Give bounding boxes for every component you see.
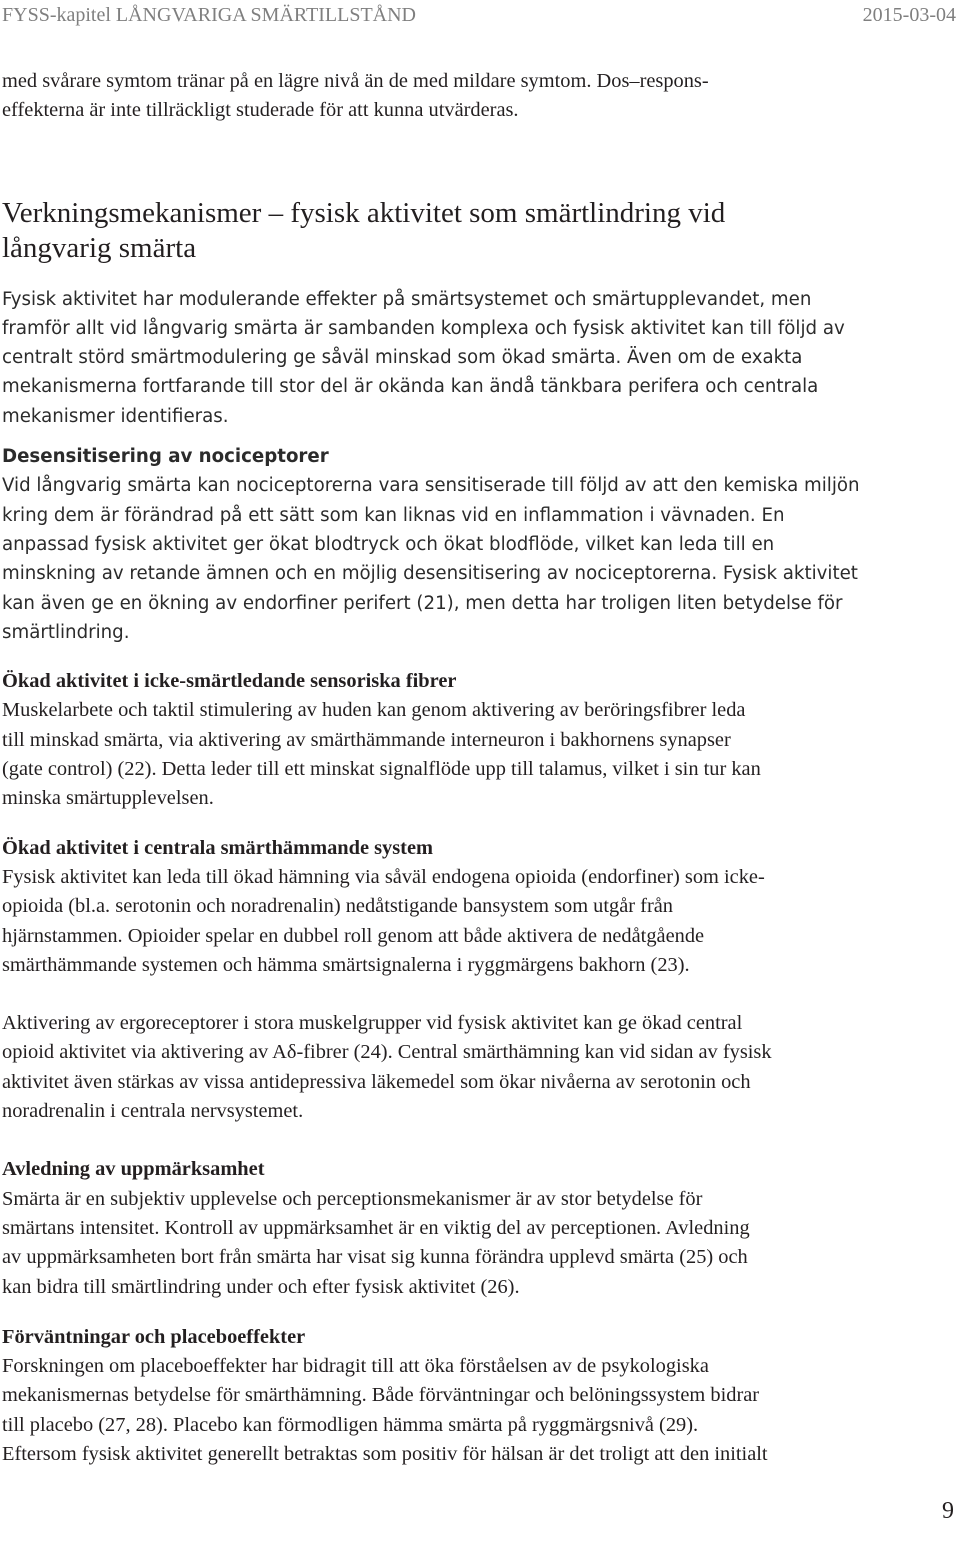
section-heading xyxy=(2,196,958,266)
paragraph-line: till minskad smärta, via aktivering av smärthämmande interneuron i bakhornens synapser xyxy=(2,728,731,751)
running-header xyxy=(0,0,960,30)
header-title: FYSS-kapitel LÅNGVARIGA SMÄRTILLSTÅND xyxy=(2,4,417,26)
paragraph-line: hjärnstammen. Opioider spelar en dubbel roll genom att både aktivera de nedåtgående xyxy=(2,924,705,947)
intro-line: med svårare symtom tränar på en lägre nivå än de med mildare symtom. Dos–respons- xyxy=(2,70,709,92)
lead-line: framför allt vid långvarig smärta är sambanden komplexa och fysisk aktivitet kan till följd av xyxy=(2,317,845,339)
paragraph-line: av uppmärksamheten bort från smärta har visat sig kunna förändra upplevd smärta (25) och xyxy=(2,1246,748,1269)
section-heading-line: långvarig smärta xyxy=(2,231,197,264)
paragraph-line: Muskelarbete och taktil stimulering av huden kan genom aktivering av beröringsfibrer leda xyxy=(2,699,746,722)
paragraph-line: smärthämmande systemen och hämma smärtsignalerna i ryggmärgens bakhorn (23). xyxy=(2,953,690,976)
subsection-uppmarksamhet xyxy=(2,1155,958,1301)
paragraph-line: noradrenalin i centrala nervsystemet. xyxy=(2,1100,304,1123)
intro-line: effekterna är inte tillräckligt studerade för att kunna utvärderas. xyxy=(2,99,519,122)
subsection-heading: Ökad aktivitet i centrala smärthämmande system xyxy=(2,836,433,859)
paragraph-line: till placebo (27, 28). Placebo kan förmodligen hämma smärta på ryggmärgsnivå (29). xyxy=(2,1413,699,1436)
paragraph-line: kring dem är förändrad på ett sätt som kan liknas vid en inflammation i vävnaden. En xyxy=(2,504,785,526)
paragraph-line: opioida (bl.a. serotonin och noradrenalin) nedåtstigande bansystem som utgår från xyxy=(2,895,673,918)
paragraph-line: anpassad fysisk aktivitet ger ökat blodtryck och ökat blodflöde, vilket kan leda till en xyxy=(2,533,775,555)
lead-line: Fysisk aktivitet har modulerande effekter på smärtsystemet och smärtupplevandet, men xyxy=(2,288,812,310)
page-number: 9 xyxy=(942,1498,954,1524)
section-heading-line: Verkningsmekanismer – fysisk aktivitet som smärtlindring vid xyxy=(2,196,726,229)
subsection-heading: Förväntningar och placeboeffekter xyxy=(2,1325,306,1348)
paragraph-line: Smärta är en subjektiv upplevelse och perceptionsmekanismer är av stor betydelse för xyxy=(2,1187,703,1210)
document-body xyxy=(2,67,958,1469)
paragraph-ergoreceptorer xyxy=(2,1009,958,1126)
paragraph-line: mekanismernas betydelse för smärthämning. Både förväntningar och belöningssystem bidrar xyxy=(2,1384,760,1407)
paragraph-line: smärtans intensitet. Kontroll av uppmärksamhet är en viktig del av perceptionen. Avledning xyxy=(2,1216,750,1239)
subsection-heading: Avledning av uppmärksamhet xyxy=(2,1158,265,1181)
paragraph-line: minskning av retande ämnen och en möjlig desensitisering av nociceptorerna. Fysisk aktivitet xyxy=(2,563,858,585)
paragraph-line: Eftersom fysisk aktivitet generellt betraktas som positiv för hälsan är det troligt att den initialt xyxy=(2,1442,768,1465)
subsection-centrala-system xyxy=(2,834,958,980)
header-date: 2015-03-04 xyxy=(862,4,956,26)
paragraph-line: Vid långvarig smärta kan nociceptorerna vara sensitiserade till följd av att den kemiska miljön xyxy=(2,475,860,497)
paragraph-line: Aktivering av ergoreceptorer i stora muskelgrupper vid fysisk aktivitet kan ge ökad central xyxy=(2,1012,743,1035)
paragraph-line: Fysisk aktivitet kan leda till ökad hämning via såväl endogena opioida (endorfiner) som icke- xyxy=(2,865,765,888)
paragraph-line: (gate control) (22). Detta leder till ett minskat signalflöde upp till talamus, vilket i sin tur kan xyxy=(2,758,761,781)
subsection-sensoriska-fibrer xyxy=(2,667,958,813)
paragraph-line: kan bidra till smärtlindring under och efter fysisk aktivitet (26). xyxy=(2,1275,520,1298)
paragraph-line: minska smärtupplevelsen. xyxy=(2,787,214,810)
lead-line: mekanismer identifieras. xyxy=(2,405,229,427)
lead-line: centralt störd smärtmodulering ge såväl minskad som ökad smärta. Även om de exakta xyxy=(2,347,803,369)
subsection-placebo xyxy=(2,1323,958,1469)
section-lead-paragraph xyxy=(2,285,958,431)
paragraph-line: aktivitet även stärkas av vissa antidepressiva läkemedel som ökar nivåerna av serotonin och xyxy=(2,1070,751,1093)
subsection-heading: Ökad aktivitet i icke-smärtledande sensoriska fibrer xyxy=(2,670,457,693)
paragraph-line: Forskningen om placeboeffekter har bidragit till att öka förståelsen av de psykologiska xyxy=(2,1355,709,1378)
paragraph-line: kan även ge en ökning av endorfiner perifert (21), men detta har troligen liten betydelse för xyxy=(2,592,843,614)
subsection-desensitisering xyxy=(2,442,958,647)
paragraph-line: smärtlindring. xyxy=(2,621,130,643)
subsection-heading: Desensitisering av nociceptorer xyxy=(2,446,329,468)
lead-line: mekanismerna fortfarande till stor del är okända kan ändå tänkbara perifera och centrala xyxy=(2,376,819,398)
paragraph-line: opioid aktivitet via aktivering av Aδ-fibrer (24). Central smärthämning kan vid sidan av fysisk xyxy=(2,1041,772,1064)
